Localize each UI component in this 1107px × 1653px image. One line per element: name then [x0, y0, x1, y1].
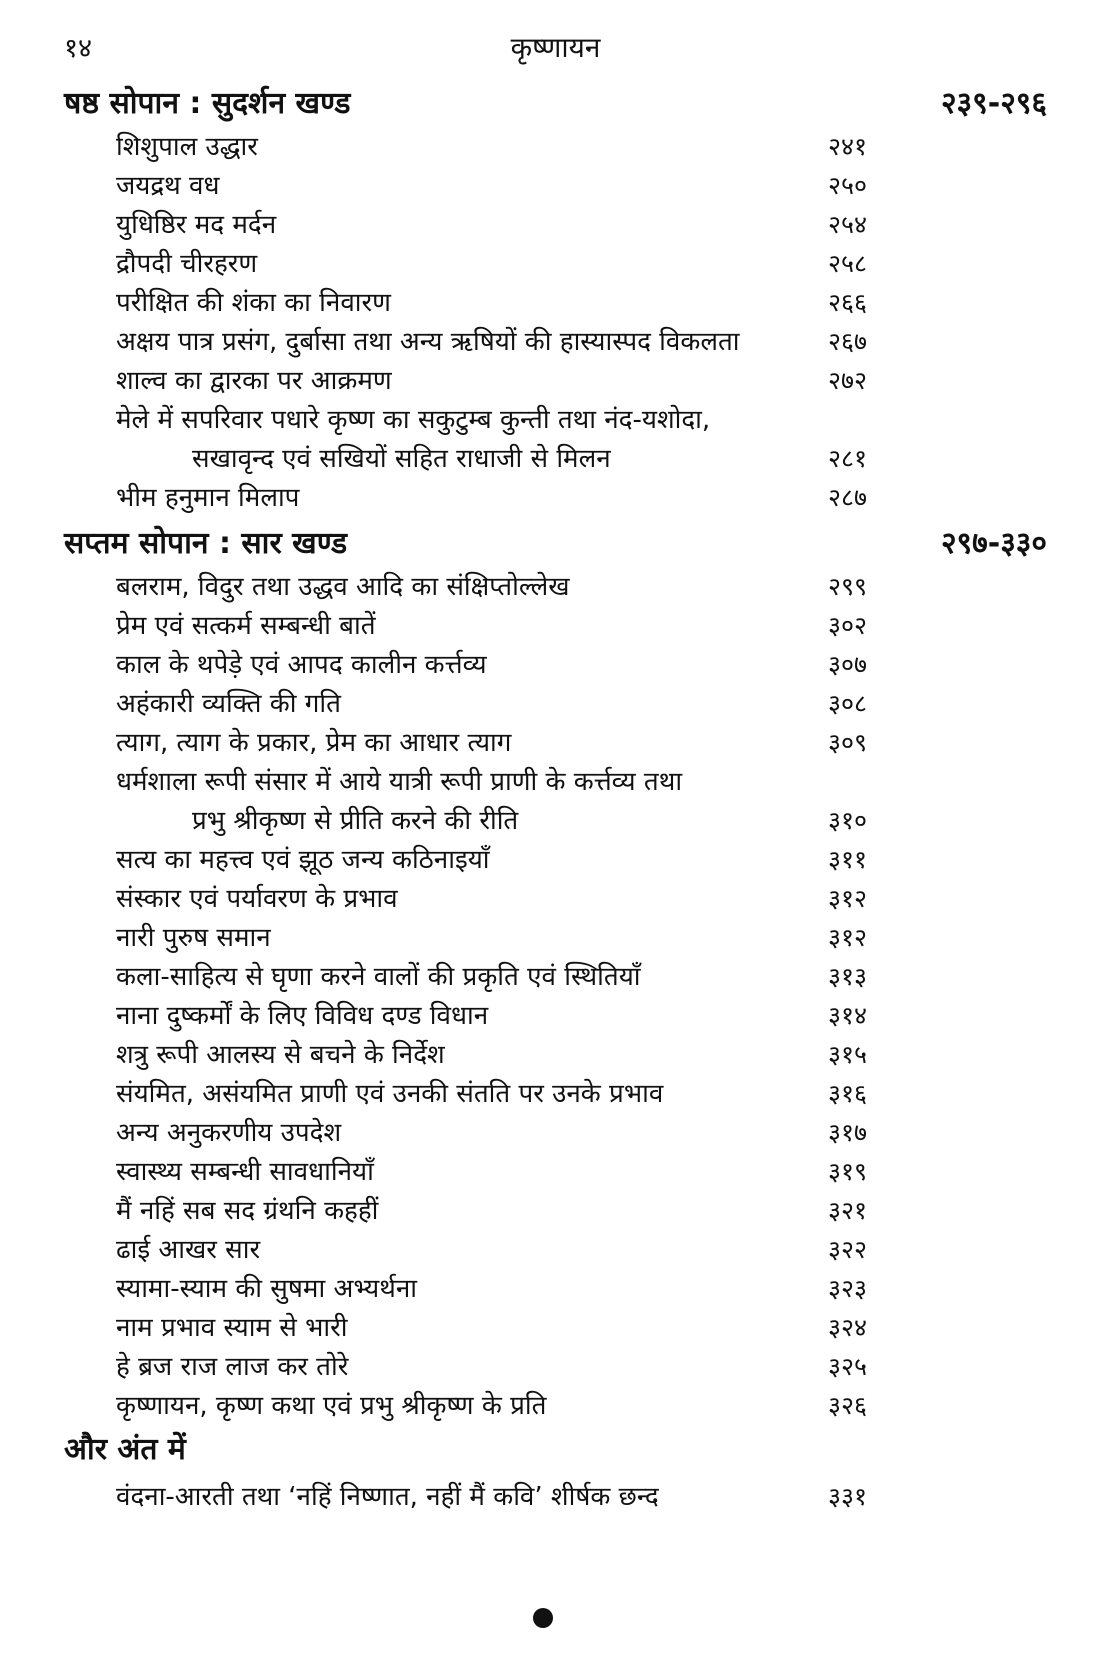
entry-page: ३११: [828, 845, 868, 874]
entry-title: कृष्णायन, कृष्ण कथा एवं प्रभु श्रीकृष्ण के प्रति: [116, 1391, 547, 1421]
entry-page: ३१६: [828, 1079, 868, 1108]
toc-entry: [64, 478, 1047, 518]
entry-title: कला-साहित्य से घृणा करने वालों की प्रकृति एवं स्थितियाँ: [116, 962, 641, 992]
toc-entry: [64, 400, 1047, 440]
entry-page: २५४: [828, 210, 868, 239]
entry-page: ३१२: [828, 923, 868, 952]
entry-page: ३२३: [828, 1274, 868, 1303]
entry-page: २९९: [828, 572, 868, 601]
toc-entry: [64, 1230, 1047, 1270]
toc-entry-continuation: [64, 439, 1047, 479]
section-heading: [64, 84, 1047, 124]
entry-page: ३१४: [828, 1001, 868, 1030]
section-heading: [64, 1430, 1047, 1470]
entry-page: ३३१: [828, 1482, 868, 1511]
entry-page: २५८: [828, 249, 868, 278]
entry-title: परीक्षित की शंका का निवारण: [116, 288, 391, 318]
entry-title: प्रेम एवं सत्कर्म सम्बन्धी बातें: [116, 611, 376, 641]
entry-title: मेले में सपरिवार पधारे कृष्ण का सकुटुम्ब कुन्ती तथा नंद-यशोदा,: [116, 405, 711, 435]
entry-title: अन्य अनुकरणीय उपदेश: [116, 1118, 342, 1148]
entry-page: २५०: [828, 171, 868, 200]
page-number: १४: [64, 33, 93, 64]
entry-title: संस्कार एवं पर्यावरण के प्रभाव: [116, 884, 398, 914]
toc-entry: [64, 723, 1047, 763]
entry-title: धर्मशाला रूपी संसार में आये यात्री रूपी प्राणी के कर्त्तव्य तथा: [116, 767, 683, 797]
toc-entry: [64, 1035, 1047, 1075]
entry-title: अहंकारी व्यक्ति की गति: [116, 689, 341, 719]
entry-page: ३०७: [828, 650, 868, 679]
entry-title: बलराम, विदुर तथा उद्धव आदि का संक्षिप्तोल्लेख: [116, 572, 570, 602]
entry-page: २८७: [828, 483, 868, 512]
book-title: कृष्णायन: [510, 31, 601, 64]
entry-title: त्याग, त्याग के प्रकार, प्रेम का आधार त्याग: [116, 728, 512, 758]
toc-entry: [64, 567, 1047, 607]
entry-title: मैं नहिं सब सद ग्रंथनि कहहीं: [116, 1196, 379, 1226]
page-header: [64, 28, 1047, 68]
section-title: सप्तम सोपान : सार खण्ड: [64, 526, 348, 561]
toc-entry: [64, 1269, 1047, 1309]
toc-entry: [64, 996, 1047, 1036]
entry-page: ३१२: [828, 884, 868, 913]
entry-page: ३१७: [828, 1118, 868, 1147]
entry-page: ३०८: [828, 689, 868, 718]
entry-page: ३१९: [828, 1157, 868, 1186]
entry-title: शाल्व का द्वारका पर आक्रमण: [116, 366, 392, 396]
entry-title: स्यामा-स्याम की सुषमा अभ्यर्थना: [116, 1274, 417, 1304]
toc-entry: [64, 879, 1047, 919]
entry-title: भीम हनुमान मिलाप: [116, 483, 300, 513]
toc-entry: [64, 606, 1047, 646]
toc-entry: [64, 1347, 1047, 1387]
entry-page: ३१५: [828, 1040, 868, 1069]
entry-title: अक्षय पात्र प्रसंग, दुर्बासा तथा अन्य ऋषियों की हास्यास्पद विकलता: [116, 327, 740, 357]
entry-page: २४१: [828, 132, 868, 161]
toc-entry: [64, 322, 1047, 362]
toc-entry: [64, 127, 1047, 167]
entry-title: सत्य का महत्त्व एवं झूठ जन्य कठिनाइयाँ: [116, 845, 490, 875]
toc-entry: [64, 684, 1047, 724]
entry-title-continuation: सखावृन्द एवं सखियों सहित राधाजी से मिलन: [192, 444, 611, 474]
entry-title: काल के थपेड़े एवं आपद कालीन कर्त्तव्य: [116, 650, 487, 680]
entry-title: द्रौपदी चीरहरण: [116, 249, 258, 279]
toc-entry: [64, 244, 1047, 284]
section-page-range: २९७-३३०: [940, 526, 1047, 561]
toc-entry: [64, 1477, 1047, 1517]
toc-entry: [64, 762, 1047, 802]
end-ornament-dot: [533, 1608, 553, 1628]
toc-entry: [64, 283, 1047, 323]
toc-entry: [64, 205, 1047, 245]
toc-entry: [64, 1113, 1047, 1153]
toc-entry: [64, 1074, 1047, 1114]
section-heading: [64, 524, 1047, 564]
toc-entry: [64, 840, 1047, 880]
entry-title: युधिष्ठिर मद मर्दन: [116, 210, 277, 240]
entry-page: ३१३: [828, 962, 868, 991]
entry-title: ढाई आखर सार: [116, 1235, 261, 1265]
entry-page: ३२६: [828, 1391, 868, 1420]
entry-title: वंदना-आरती तथा ‘नहिं निष्णात, नहीं मैं कवि’ शीर्षक छन्द: [116, 1482, 659, 1512]
entry-title-continuation: प्रभु श्रीकृष्ण से प्रीति करने की रीति: [192, 806, 519, 836]
toc-entry: [64, 918, 1047, 958]
toc-entry: [64, 645, 1047, 685]
toc-entry: [64, 1386, 1047, 1426]
toc-entry: [64, 1191, 1047, 1231]
entry-title: जयद्रथ वध: [116, 171, 220, 201]
toc-entry: [64, 166, 1047, 206]
entry-page: २७२: [828, 366, 868, 395]
entry-page: २६७: [828, 327, 868, 356]
entry-page: ३२१: [828, 1196, 868, 1225]
entry-page: ३२५: [828, 1352, 868, 1381]
entry-title: नाना दुष्कर्मों के लिए विविध दण्ड विधान: [116, 1001, 489, 1031]
entry-title: शिशुपाल उद्धार: [116, 132, 258, 162]
entry-title: शत्रु रूपी आलस्य से बचने के निर्देश: [116, 1040, 445, 1070]
entry-page: ३१०: [828, 806, 868, 835]
entry-page: २८१: [828, 444, 868, 473]
toc-entry: [64, 361, 1047, 401]
toc-entry: [64, 957, 1047, 997]
section-title: और अंत में: [64, 1432, 186, 1467]
entry-title: हे ब्रज राज लाज कर तोरे: [116, 1352, 349, 1382]
entry-page: २६६: [828, 288, 868, 317]
section-title: षष्ठ सोपान : सुदर्शन खण्ड: [64, 86, 351, 121]
toc-entry: [64, 1308, 1047, 1348]
section-page-range: २३९-२९६: [940, 86, 1047, 121]
entry-title: संयमित, असंयमित प्राणी एवं उनकी संतति पर उनके प्रभाव: [116, 1079, 664, 1109]
entry-page: ३२२: [828, 1235, 868, 1264]
entry-page: ३०९: [828, 728, 868, 757]
toc-entry: [64, 1152, 1047, 1192]
entry-title: नाम प्रभाव स्याम से भारी: [116, 1313, 348, 1343]
entry-title: स्वास्थ्य सम्बन्धी सावधानियाँ: [116, 1157, 374, 1187]
entry-page: ३०२: [828, 611, 868, 640]
toc-entry-continuation: [64, 801, 1047, 841]
entry-title: नारी पुरुष समान: [116, 923, 271, 953]
entry-page: ३२४: [828, 1313, 868, 1342]
